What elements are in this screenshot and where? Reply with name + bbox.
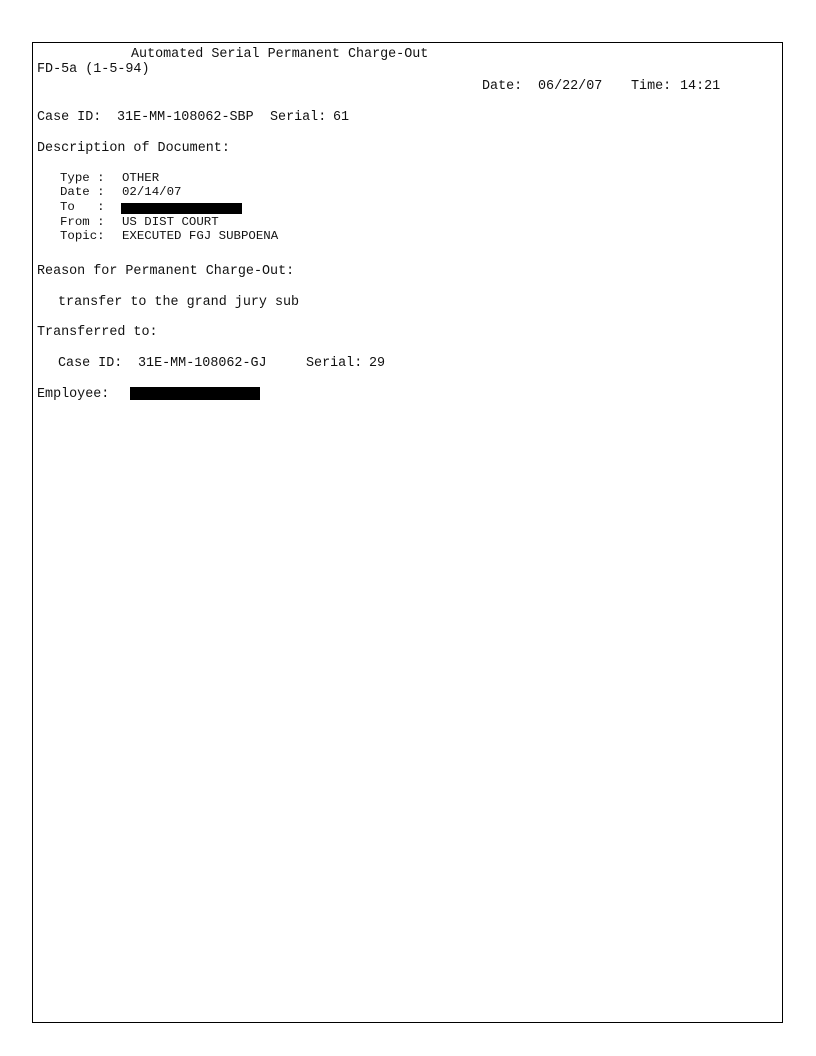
print-time-value: 14:21: [680, 79, 721, 94]
transfer-case-id-label: Case ID:: [58, 356, 123, 371]
serial-value: 61: [333, 110, 350, 125]
employee-label: Employee:: [37, 387, 110, 402]
reason-text: transfer to the grand jury sub: [58, 295, 300, 310]
transfer-heading: Transferred to:: [37, 325, 158, 340]
doc-topic-label: Topic:: [60, 229, 105, 243]
doc-to-redaction: [121, 203, 242, 214]
print-date-value: 06/22/07: [538, 79, 603, 94]
case-id-label: Case ID:: [37, 110, 102, 125]
doc-from-value: US DIST COURT: [122, 215, 219, 229]
doc-date-label: Date :: [60, 185, 105, 199]
doc-to-label: To :: [60, 200, 105, 214]
serial-label: Serial:: [270, 110, 327, 125]
transfer-case-id-value: 31E-MM-108062-GJ: [138, 356, 267, 371]
form-title: Automated Serial Permanent Charge-Out: [131, 47, 429, 62]
employee-redaction: [130, 387, 260, 400]
doc-topic-value: EXECUTED FGJ SUBPOENA: [122, 229, 279, 243]
form-number: FD-5a (1-5-94): [37, 62, 150, 77]
case-id-value: 31E-MM-108062-SBP: [117, 110, 254, 125]
doc-from-label: From :: [60, 215, 105, 229]
print-time-label: Time:: [631, 79, 672, 94]
transfer-serial-value: 29: [369, 356, 386, 371]
doc-date-value: 02/14/07: [122, 185, 182, 199]
print-date-label: Date:: [482, 79, 523, 94]
transfer-serial-label: Serial:: [306, 356, 363, 371]
reason-heading: Reason for Permanent Charge-Out:: [37, 264, 295, 279]
description-heading: Description of Document:: [37, 141, 230, 156]
doc-type-value: OTHER: [122, 171, 160, 185]
doc-type-label: Type :: [60, 171, 105, 185]
